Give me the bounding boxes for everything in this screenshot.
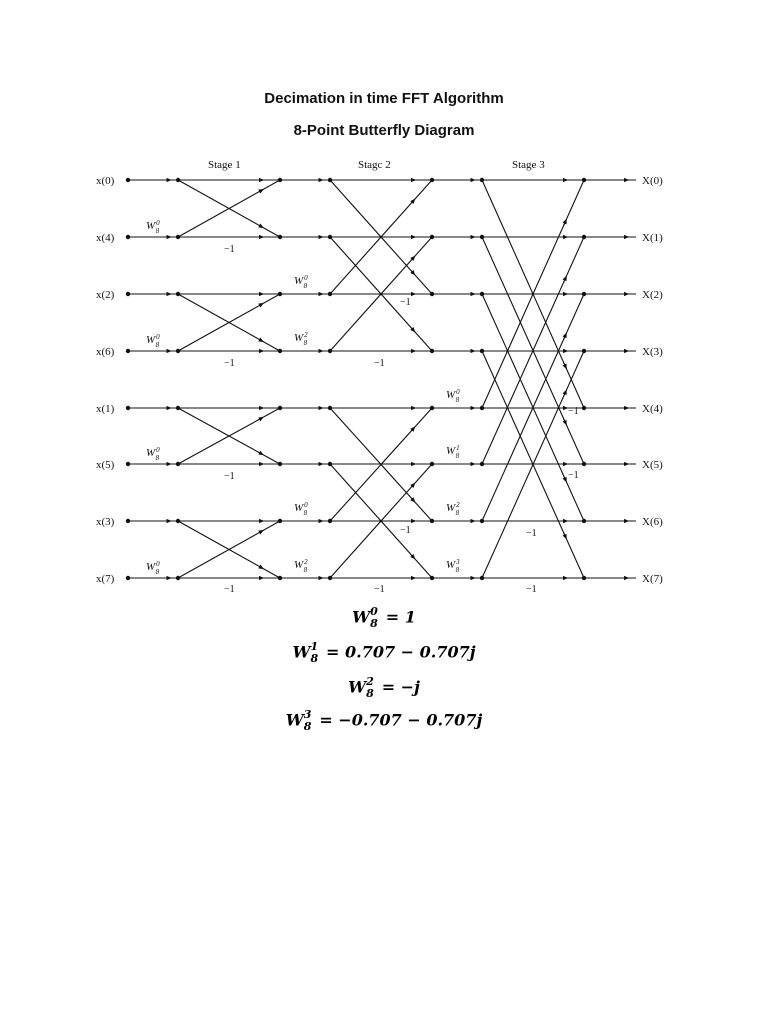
minus-one-label-1: −1 bbox=[224, 358, 235, 369]
s2-cross-up-4-arrow bbox=[412, 428, 414, 430]
s1-cross-up-6-arrow bbox=[260, 531, 262, 532]
input-label-2: x(2) bbox=[96, 289, 115, 301]
minus-one-label-11: −1 bbox=[526, 584, 537, 595]
minus-one-label-6: −1 bbox=[400, 525, 411, 536]
twiddle-s2-3: $W^2$ 8 bbox=[294, 558, 308, 574]
twiddle-s2-2: $W^0$ 8 bbox=[294, 501, 308, 517]
s2-cross-up-5-arrow bbox=[412, 485, 414, 487]
s3-cross-down-3-arrow bbox=[564, 533, 566, 538]
equation-w1-rhs: = 0.707 − 0.707j bbox=[326, 642, 476, 662]
input-label-5: x(5) bbox=[96, 459, 115, 471]
stage-2-label: Stagc 2 bbox=[358, 159, 391, 171]
input-label-3: x(6) bbox=[96, 346, 115, 358]
diagram-subtitle: 8-Point Butterfly Diagram bbox=[293, 122, 475, 139]
output-label-3: X(3) bbox=[642, 346, 663, 358]
s3-cross-down-1-arrow bbox=[564, 419, 566, 424]
output-label-2: X(2) bbox=[642, 289, 663, 301]
stage-3-label: Stage 3 bbox=[512, 159, 545, 171]
output-label-0: X(0) bbox=[642, 175, 663, 187]
minus-one-label-10: −1 bbox=[526, 528, 537, 539]
twiddle-s3-0: $W^0$ 8 bbox=[446, 388, 460, 404]
minus-one-label-3: −1 bbox=[224, 584, 235, 595]
twiddle-s2-1: $W^2$ 8 bbox=[294, 331, 308, 347]
s2-cross-up-1-arrow bbox=[412, 258, 414, 260]
twiddle-s3-3: $W^3$ 8 bbox=[446, 558, 460, 574]
s1-cross-down-4-arrow bbox=[260, 453, 262, 454]
output-label-4: X(4) bbox=[642, 403, 663, 415]
input-label-4: x(1) bbox=[96, 403, 115, 415]
s1-cross-down-0-arrow bbox=[260, 226, 262, 227]
equation-w2-rhs: = −j bbox=[381, 677, 420, 697]
s1-cross-up-4-arrow bbox=[260, 418, 262, 419]
minus-one-label-4: −1 bbox=[400, 297, 411, 308]
s1-cross-down-6-arrow bbox=[260, 567, 262, 568]
twiddle-s1-0: $W^0$ 8 bbox=[146, 219, 160, 235]
twiddle-s3-2: $W^2$ 8 bbox=[446, 501, 460, 517]
minus-one-label-7: −1 bbox=[374, 584, 385, 595]
input-label-0: x(0) bbox=[96, 175, 115, 187]
s3-cross-up-2-arrow bbox=[564, 335, 566, 340]
equation-w0: W 0 8 = 1 bbox=[352, 605, 416, 630]
twiddle-s1-2: $W^0$ 8 bbox=[146, 446, 160, 462]
page-title: Decimation in time FFT Algorithm bbox=[264, 90, 504, 107]
output-label-1: X(1) bbox=[642, 232, 663, 244]
s2-cross-down-1-arrow bbox=[412, 328, 414, 330]
minus-one-label-0: −1 bbox=[224, 244, 235, 255]
node-7-0 bbox=[126, 576, 130, 580]
s1-cross-down-2-arrow bbox=[260, 340, 262, 341]
node-5-0 bbox=[126, 462, 130, 466]
s3-cross-up-1-arrow bbox=[564, 278, 566, 283]
equation-w0-rhs: = 1 bbox=[385, 607, 416, 627]
equation-w3: W 3 8 = −0.707 − 0.707j bbox=[285, 708, 483, 733]
output-label-7: X(7) bbox=[642, 573, 663, 585]
s2-cross-up-0-arrow bbox=[412, 201, 414, 203]
s2-cross-down-4-arrow bbox=[412, 498, 414, 500]
output-label-6: X(6) bbox=[642, 516, 663, 528]
input-label-6: x(3) bbox=[96, 516, 115, 528]
input-label-7: x(7) bbox=[96, 573, 115, 585]
s2-cross-down-5-arrow bbox=[412, 555, 414, 557]
s2-cross-down-0-arrow bbox=[412, 271, 414, 273]
s3-cross-down-2-arrow bbox=[564, 476, 566, 481]
twiddle-s3-1: $W^1$ 8 bbox=[446, 444, 460, 460]
node-6-0 bbox=[126, 519, 130, 523]
minus-one-label-8: −1 bbox=[568, 406, 579, 417]
twiddle-s1-1: $W^0$ 8 bbox=[146, 333, 160, 349]
node-3-0 bbox=[126, 349, 130, 353]
output-label-5: X(5) bbox=[642, 459, 663, 471]
equation-w1: W 1 8 = 0.707 − 0.707j bbox=[292, 640, 476, 665]
stage-1-label: Stage 1 bbox=[208, 159, 241, 171]
minus-one-label-2: −1 bbox=[224, 471, 235, 482]
s3-cross-down-0-arrow bbox=[564, 362, 566, 367]
s1-cross-up-2-arrow bbox=[260, 304, 262, 305]
node-1-0 bbox=[126, 235, 130, 239]
node-2-0 bbox=[126, 292, 130, 296]
s1-cross-up-0-arrow bbox=[260, 190, 262, 191]
equation-w2: W 2 8 = −j bbox=[348, 675, 420, 700]
minus-one-label-9: −1 bbox=[568, 470, 579, 481]
minus-one-label-5: −1 bbox=[374, 358, 385, 369]
twiddle-s1-3: $W^0$ 8 bbox=[146, 560, 160, 576]
node-4-0 bbox=[126, 406, 130, 410]
input-label-1: x(4) bbox=[96, 232, 115, 244]
node-0-0 bbox=[126, 178, 130, 182]
s3-cross-up-3-arrow bbox=[564, 392, 566, 397]
equation-w3-rhs: = −0.707 − 0.707j bbox=[319, 710, 483, 730]
twiddle-s2-0: $W^0$ 8 bbox=[294, 274, 308, 290]
s3-cross-up-0-arrow bbox=[564, 221, 566, 226]
